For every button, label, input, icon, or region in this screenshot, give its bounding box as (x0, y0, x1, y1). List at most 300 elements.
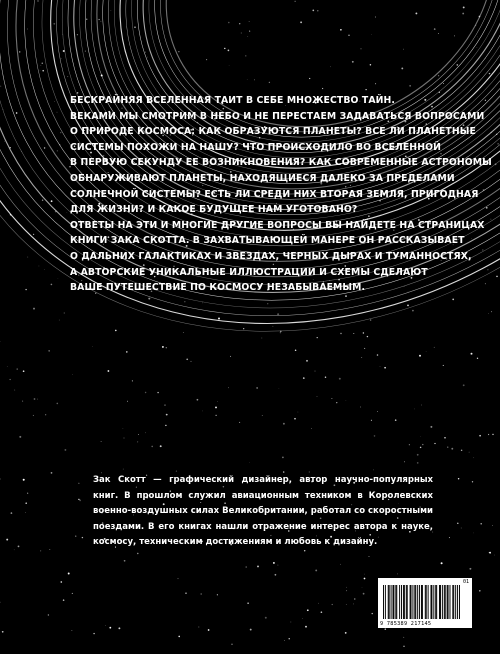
star (6, 539, 8, 541)
star (397, 574, 398, 575)
star (132, 380, 133, 381)
star (305, 626, 307, 628)
star (454, 35, 455, 36)
star (485, 100, 486, 101)
star (368, 556, 369, 557)
star (245, 55, 246, 56)
star (403, 637, 404, 638)
star (487, 269, 488, 270)
star (289, 638, 290, 639)
star (124, 560, 126, 562)
blurb-line: ОБНАРУЖИВАЮТ ПЛАНЕТЫ, НАХОДЯЩИЕСЯ ДАЛЕКО ЗА ПРЕДЕЛАМИ (70, 172, 455, 184)
star (361, 357, 362, 358)
blurb-line: О ДАЛЬНИХ ГАЛАКТИКАХ И ЗВЕЗДАХ, ЧЕРНЫХ ДЫРАХ И ТУМАННОСТЯХ, (70, 250, 472, 262)
star (39, 266, 40, 267)
star (54, 101, 55, 102)
star (64, 312, 65, 313)
star (321, 611, 323, 613)
isbn-barcode (378, 578, 472, 628)
star (176, 470, 177, 471)
star (434, 28, 436, 30)
star (134, 26, 136, 28)
blurb-line: О ПРИРОДЕ КОСМОСА: КАК ОБРАЗУЮТСЯ ПЛАНЕТЫ? ВСЕ ЛИ ПЛАНЕТНЫЕ (70, 126, 476, 138)
star (449, 537, 450, 538)
star (49, 350, 50, 351)
star (352, 61, 354, 63)
star (118, 627, 120, 629)
star (340, 29, 342, 31)
star (25, 512, 26, 513)
blurb-line: БЕСКРАЙНЯЯ ВСЕЛЕННАЯ ТАИТ В СЕБЕ МНОЖЕСТВО ТАЙН. (70, 95, 396, 106)
star (489, 73, 490, 74)
star (367, 336, 368, 337)
star (458, 478, 459, 479)
star (275, 574, 277, 576)
star (228, 50, 230, 52)
star (22, 401, 23, 402)
star (51, 284, 53, 286)
star (72, 374, 73, 375)
star (482, 249, 483, 250)
star (273, 562, 275, 564)
star (477, 358, 478, 359)
star (331, 398, 332, 399)
star (422, 444, 423, 445)
star (4, 141, 5, 142)
barcode-bar (431, 585, 432, 619)
star (419, 355, 421, 357)
star (364, 578, 366, 580)
star (363, 593, 365, 595)
star (228, 22, 230, 24)
star (417, 454, 419, 456)
star (462, 13, 464, 15)
star (265, 617, 267, 619)
star (37, 0, 38, 1)
star (298, 412, 299, 413)
star (164, 404, 166, 406)
barcode-bar (435, 585, 436, 619)
star (53, 23, 55, 25)
barcode-bar (399, 585, 400, 619)
star (162, 346, 164, 348)
star (25, 289, 26, 290)
barcode-number: 9 785389 217145 (380, 621, 432, 627)
star (469, 452, 470, 453)
star (346, 604, 347, 605)
star (371, 420, 372, 421)
star (364, 348, 365, 349)
star (353, 603, 354, 604)
star (217, 594, 218, 595)
star (247, 79, 248, 80)
blurb-line: СИСТЕМЫ ПОХОЖИ НА НАШУ? ЧТО ПРОИСХОДИЛО ВО ВСЕЛЕННОЙ (70, 141, 441, 153)
star (401, 67, 403, 69)
star (339, 378, 341, 380)
star (68, 573, 70, 575)
barcode-bar (425, 585, 426, 619)
star (361, 48, 362, 49)
star (486, 207, 487, 208)
star (256, 387, 257, 388)
barcode-bar (403, 585, 404, 619)
blurb-line: ДЛЯ ЖИЗНИ? И КАКОЕ БУДУЩЕЕ НАМ УГОТОВАНО? (70, 204, 358, 216)
star (16, 112, 18, 114)
star (215, 406, 217, 408)
star (412, 310, 414, 312)
star (126, 351, 128, 353)
star (488, 313, 489, 314)
star (420, 447, 422, 449)
star (415, 12, 417, 14)
star (17, 368, 18, 369)
barcode-bar (452, 585, 453, 619)
barcode-bar (439, 585, 440, 619)
star (360, 407, 361, 408)
barcode-bar (419, 585, 420, 619)
barcode-bar (450, 585, 451, 619)
star (64, 449, 66, 451)
star (0, 478, 1, 479)
star (434, 443, 435, 444)
star (472, 481, 473, 482)
blurb-line: ОТВЕТЫ НА ЭТИ И МНОГИЕ ДРУГИЕ ВОПРОСЫ ВЫ НАЙДЕТЕ НА СТРАНИЦАХ (70, 219, 485, 231)
star (145, 52, 146, 53)
star (41, 65, 42, 66)
star (257, 565, 259, 567)
star (215, 415, 216, 416)
star (229, 65, 230, 66)
star (107, 370, 109, 372)
star (51, 472, 53, 474)
star (346, 590, 347, 591)
star (40, 550, 41, 551)
star (279, 388, 280, 389)
star (230, 356, 231, 357)
star (72, 630, 73, 631)
star (277, 565, 278, 566)
star (33, 415, 34, 416)
star (42, 70, 44, 72)
star (346, 400, 347, 401)
star (86, 19, 87, 20)
star (177, 578, 178, 579)
star (105, 625, 106, 626)
star (19, 51, 21, 53)
star (374, 435, 376, 437)
star (51, 200, 53, 202)
star (414, 409, 415, 410)
barcode-bar (445, 585, 446, 619)
star (200, 593, 202, 595)
star (480, 523, 482, 525)
star (57, 112, 58, 113)
star (67, 76, 68, 77)
star (2, 631, 4, 633)
star (362, 587, 363, 588)
star (28, 257, 29, 258)
star (56, 403, 58, 405)
bio-line: военно-воздушных силах Великобритании, работал со скоростными (93, 506, 434, 516)
star (477, 37, 478, 38)
star (384, 367, 386, 369)
barcode-bar (391, 585, 392, 619)
star (363, 332, 364, 333)
star (364, 574, 365, 575)
star (58, 278, 59, 279)
star (248, 36, 249, 37)
barcode-bar (459, 585, 460, 619)
star (267, 303, 268, 304)
star (463, 384, 465, 386)
star (19, 436, 21, 438)
star (312, 10, 314, 12)
star (254, 79, 255, 80)
barcode-bar (442, 585, 443, 619)
star (280, 332, 281, 333)
star (78, 499, 79, 500)
star (497, 143, 498, 144)
barcode-bar (436, 585, 437, 619)
star (33, 308, 35, 310)
star (375, 17, 376, 18)
barcode-bar (410, 585, 411, 619)
star (27, 493, 28, 494)
star (166, 347, 167, 348)
star (109, 627, 111, 629)
star (494, 555, 495, 556)
star (441, 562, 443, 564)
star (197, 399, 199, 401)
author-bio (93, 473, 433, 551)
barcode-bar (411, 585, 412, 619)
star (295, 349, 297, 351)
star (294, 418, 296, 420)
star (451, 448, 453, 450)
star (49, 549, 50, 550)
star (101, 441, 102, 442)
star (42, 199, 43, 200)
star (231, 644, 232, 645)
star (217, 401, 218, 402)
barcode-bar (406, 585, 407, 619)
star (85, 51, 86, 52)
star (239, 23, 240, 24)
star (444, 437, 446, 439)
barcode-bar (447, 585, 448, 619)
star (42, 63, 43, 64)
barcode-bar (407, 585, 408, 619)
star (309, 78, 310, 79)
star (191, 361, 192, 362)
star (40, 70, 41, 71)
star (165, 425, 166, 426)
star (492, 525, 493, 526)
star (452, 299, 454, 301)
star (330, 66, 331, 67)
barcode-bar (393, 585, 394, 619)
star (57, 150, 58, 151)
star (160, 445, 162, 447)
star (151, 446, 153, 448)
barcode-bar (388, 585, 389, 619)
star (99, 19, 100, 20)
star (249, 462, 250, 463)
star (477, 47, 478, 48)
star (60, 132, 61, 133)
star (37, 399, 38, 400)
bio-line: космосу, техническим достижениям и любовь к дизайну. (93, 537, 378, 547)
star (377, 411, 378, 412)
barcode-bar (453, 585, 454, 619)
star (138, 434, 139, 435)
barcode-bar (415, 585, 416, 619)
star (325, 376, 326, 377)
star (34, 398, 36, 400)
star (273, 326, 274, 327)
star (92, 346, 93, 347)
star (228, 387, 229, 388)
star (45, 414, 46, 415)
star (447, 447, 448, 448)
barcode-bar (389, 585, 390, 619)
barcode-bar (433, 585, 434, 619)
star (385, 628, 387, 630)
star (348, 34, 350, 36)
star (262, 415, 263, 416)
barcode-bar (417, 585, 418, 619)
barcode-bar (383, 585, 384, 619)
blurb-line: ВАШЕ ПУТЕШЕСТВИЕ ПО КОСМОСУ НЕЗАБЫВАЕМЫМ. (70, 282, 366, 294)
star (469, 568, 471, 570)
star (354, 598, 355, 599)
star (7, 366, 8, 367)
star (123, 469, 124, 470)
bio-line: Зак Скотт — графический дизайнер, автор научно-популярных (93, 475, 433, 485)
star (311, 428, 312, 429)
star (492, 434, 493, 435)
star (395, 419, 397, 421)
star (67, 212, 68, 213)
star (18, 546, 20, 548)
blurb-line: ВЕКАМИ МЫ СМОТРИМ В НЕБО И НЕ ПЕРЕСТАЕМ ЗАДАВАТЬСЯ ВОПРОСАМИ (70, 110, 485, 122)
star (14, 390, 15, 391)
star (438, 33, 439, 34)
star (261, 338, 262, 339)
star (290, 622, 291, 623)
star (101, 21, 102, 22)
star (336, 402, 337, 403)
star (178, 636, 180, 638)
barcode-bar (448, 585, 449, 619)
star (166, 414, 168, 416)
star (241, 33, 242, 34)
star (23, 479, 25, 481)
star (485, 283, 486, 284)
star (178, 51, 179, 52)
star (202, 411, 203, 412)
star (317, 10, 318, 11)
star (340, 564, 341, 565)
star (111, 10, 112, 11)
barcode-bar (428, 585, 429, 619)
star (461, 450, 462, 451)
star (282, 457, 284, 459)
star (317, 396, 318, 397)
star (318, 603, 319, 604)
star (473, 533, 474, 534)
barcode-bar (401, 585, 402, 619)
star (61, 58, 62, 59)
star (206, 59, 207, 60)
barcode-bar (385, 585, 386, 619)
star (284, 640, 285, 641)
star (27, 29, 28, 30)
blurb-line: СОЛНЕЧНОЙ СИСТЕМЫ? ЕСТЬ ЛИ СРЕДИ НИХ ВТОРАЯ ЗЕМЛЯ, ПРИГОДНАЯ (70, 188, 479, 200)
star (243, 328, 244, 329)
star (346, 587, 347, 588)
star (198, 626, 199, 627)
star (456, 64, 458, 66)
star (249, 31, 250, 32)
star (157, 392, 158, 393)
star (123, 428, 124, 429)
star (145, 392, 146, 393)
star (78, 483, 79, 484)
star (14, 549, 15, 550)
star (407, 305, 409, 307)
cover-blurb (70, 93, 492, 296)
star (315, 569, 317, 571)
star (404, 461, 405, 462)
star (473, 457, 474, 458)
star (488, 434, 489, 435)
star (479, 590, 481, 592)
star (317, 337, 318, 338)
star (44, 147, 45, 148)
star (307, 609, 309, 611)
star (224, 48, 225, 49)
star (463, 6, 465, 8)
star (218, 318, 220, 320)
star (491, 219, 492, 220)
star (93, 633, 94, 634)
barcode-bar (444, 585, 445, 619)
star (277, 313, 279, 315)
star (185, 592, 186, 593)
star (250, 629, 252, 631)
star (295, 1, 296, 2)
star (417, 462, 419, 464)
star (489, 552, 491, 554)
star (421, 405, 422, 406)
star (82, 537, 83, 538)
star (471, 353, 473, 355)
star (77, 34, 78, 35)
star (10, 379, 11, 380)
star (115, 330, 117, 332)
bio-line: книг. В прошлом служил авиационным техником в Королевских (93, 490, 433, 501)
barcode-bar (421, 585, 422, 619)
star (306, 360, 308, 362)
star (75, 536, 76, 537)
star (365, 89, 366, 90)
star (380, 366, 381, 367)
star (372, 613, 373, 614)
blurb-line: В ПЕРВУЮ СЕКУНДУ ЕЕ ВОЗНИКНОВЕНИЯ? КАК СОВРЕМЕННЫЕ АСТРОНОМЫ (70, 157, 492, 169)
star (302, 618, 303, 619)
star (375, 83, 376, 84)
